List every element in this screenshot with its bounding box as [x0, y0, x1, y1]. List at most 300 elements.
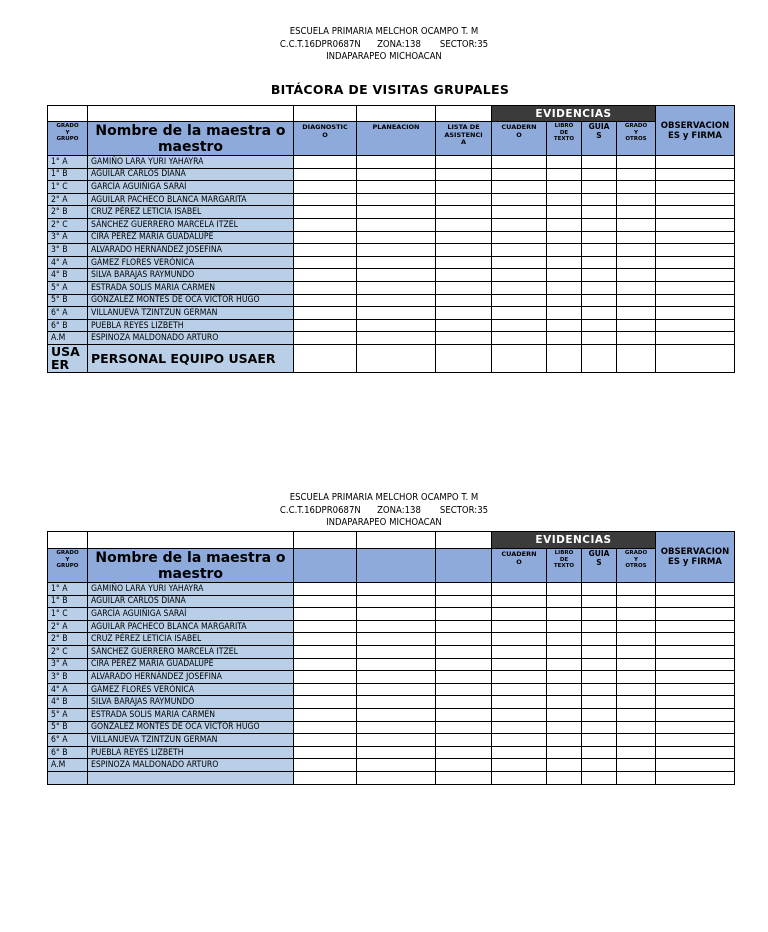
empty-cell[interactable] [582, 620, 617, 633]
teacher-name-cell: PUEBLA REYES LIZBETH [88, 319, 294, 332]
empty-cell[interactable] [617, 256, 656, 269]
empty-cell[interactable] [617, 595, 656, 608]
empty-cell[interactable] [617, 696, 656, 709]
empty-cell[interactable] [492, 193, 547, 206]
empty-cell[interactable] [436, 721, 492, 734]
empty-cell[interactable] [492, 658, 547, 671]
empty-cell[interactable] [656, 344, 735, 372]
empty-cell[interactable] [617, 583, 656, 596]
empty-cell[interactable] [492, 206, 547, 219]
sector-code: SECTOR:35 [439, 504, 489, 516]
empty-cell[interactable] [294, 658, 357, 671]
teacher-name-cell: AGUILAR CARLOS DIANA [88, 168, 294, 181]
school-codes [0, 505, 768, 518]
empty-cell[interactable] [547, 746, 582, 759]
empty-cell[interactable] [294, 218, 357, 231]
empty-cell[interactable] [357, 608, 436, 621]
empty-cell[interactable] [492, 218, 547, 231]
empty-cell[interactable] [357, 193, 436, 206]
empty-cell[interactable] [656, 168, 735, 181]
empty-cell[interactable] [547, 168, 582, 181]
empty-cell[interactable] [656, 671, 735, 684]
empty-cell[interactable] [294, 193, 357, 206]
empty-cell[interactable] [357, 708, 436, 721]
empty-cell[interactable] [436, 206, 492, 219]
empty-cell[interactable] [582, 708, 617, 721]
empty-cell[interactable] [547, 281, 582, 294]
empty-cell[interactable] [617, 156, 656, 169]
grado-cell: 6° B [48, 746, 88, 759]
empty-cell[interactable] [436, 683, 492, 696]
empty-cell[interactable] [547, 218, 582, 231]
empty-cell[interactable] [436, 319, 492, 332]
cct-code: C.C.T.16DPR0687N [279, 38, 361, 50]
empty-cell[interactable] [294, 332, 357, 345]
empty-cell[interactable] [294, 683, 357, 696]
empty-cell[interactable] [582, 671, 617, 684]
empty-cell[interactable] [492, 319, 547, 332]
empty-cell[interactable] [617, 269, 656, 282]
empty-cell[interactable] [582, 344, 617, 372]
empty-cell[interactable] [547, 256, 582, 269]
empty-cell[interactable] [656, 281, 735, 294]
teacher-name-cell: GÁMEZ FLORES VERÓNICA [88, 256, 294, 269]
empty-cell[interactable] [582, 294, 617, 307]
teacher-name-cell: PUEBLA REYES LIZBETH [88, 746, 294, 759]
header-blank [48, 532, 88, 549]
empty-cell[interactable] [436, 294, 492, 307]
empty-cell[interactable] [547, 206, 582, 219]
empty-cell[interactable] [492, 256, 547, 269]
empty-cell[interactable] [436, 608, 492, 621]
empty-cell[interactable] [656, 696, 735, 709]
empty-cell[interactable] [492, 771, 547, 784]
empty-cell[interactable] [294, 633, 357, 646]
empty-cell[interactable] [656, 156, 735, 169]
empty-cell[interactable] [617, 307, 656, 320]
empty-cell[interactable] [492, 307, 547, 320]
grado-cell: 4° A [48, 256, 88, 269]
empty-cell[interactable] [547, 294, 582, 307]
empty-cell[interactable] [294, 269, 357, 282]
table-row [48, 168, 735, 181]
empty-cell[interactable] [436, 256, 492, 269]
empty-cell[interactable] [294, 734, 357, 747]
empty-cell[interactable] [436, 231, 492, 244]
nombre-header: Nombre de la maestra o maestro [88, 122, 294, 156]
empty-cell[interactable] [492, 645, 547, 658]
empty-cell[interactable] [357, 658, 436, 671]
empty-cell[interactable] [492, 683, 547, 696]
empty-cell[interactable] [357, 307, 436, 320]
empty-cell[interactable] [492, 721, 547, 734]
teacher-name-cell: SILVA BARAJAS RAYMUNDO [88, 696, 294, 709]
teacher-name-cell: GAMIÑO LARA YURI YAHAYRA [88, 583, 294, 596]
empty-cell[interactable] [617, 683, 656, 696]
empty-cell[interactable] [617, 168, 656, 181]
empty-cell[interactable] [436, 181, 492, 194]
empty-cell[interactable] [357, 721, 436, 734]
empty-cell[interactable] [582, 645, 617, 658]
empty-cell[interactable] [547, 583, 582, 596]
empty-cell[interactable] [656, 231, 735, 244]
empty-cell[interactable] [547, 708, 582, 721]
empty-cell[interactable] [492, 332, 547, 345]
empty-cell[interactable] [582, 608, 617, 621]
empty-cell[interactable] [357, 319, 436, 332]
empty-cell[interactable] [617, 633, 656, 646]
empty-cell[interactable] [436, 218, 492, 231]
empty-cell[interactable] [617, 771, 656, 784]
empty-cell[interactable] [547, 595, 582, 608]
teacher-name-cell: CIRA PÉREZ MARIA GUADALUPE [88, 231, 294, 244]
table-row [48, 181, 735, 194]
grado-cell: 5° B [48, 294, 88, 307]
empty-cell[interactable] [547, 696, 582, 709]
cct-code: C.C.T.16DPR0687N [279, 504, 361, 516]
empty-cell[interactable] [582, 583, 617, 596]
empty-cell[interactable] [617, 344, 656, 372]
table-row [48, 231, 735, 244]
empty-cell[interactable] [582, 269, 617, 282]
empty-cell[interactable] [357, 256, 436, 269]
empty-cell[interactable] [582, 256, 617, 269]
empty-cell[interactable] [436, 658, 492, 671]
empty-cell[interactable] [656, 771, 735, 784]
empty-cell[interactable] [617, 645, 656, 658]
empty-cell[interactable] [492, 583, 547, 596]
empty-cell[interactable] [656, 595, 735, 608]
empty-cell[interactable] [357, 156, 436, 169]
empty-cell[interactable] [617, 181, 656, 194]
usaer-grado-cell: USA ER [48, 344, 88, 372]
table-row [48, 319, 735, 332]
empty-cell[interactable] [617, 244, 656, 257]
empty-cell[interactable] [492, 696, 547, 709]
empty-cell[interactable] [656, 583, 735, 596]
empty-cell[interactable] [294, 671, 357, 684]
empty-cell[interactable] [656, 645, 735, 658]
empty-cell[interactable] [582, 759, 617, 772]
empty-cell[interactable] [582, 156, 617, 169]
teacher-name-cell: SÁNCHEZ GUERRERO MARCELA ITZEL [88, 218, 294, 231]
empty-cell[interactable] [357, 595, 436, 608]
school-location: INDAPARAPEO MICHOACAN [326, 51, 442, 62]
empty-cell[interactable] [617, 608, 656, 621]
empty-cell[interactable] [436, 332, 492, 345]
empty-cell[interactable] [547, 269, 582, 282]
empty-cell[interactable] [582, 231, 617, 244]
empty-cell[interactable] [617, 708, 656, 721]
header-blank [436, 532, 492, 549]
empty-cell[interactable] [492, 156, 547, 169]
grado-cell: 1° B [48, 595, 88, 608]
table-row [48, 721, 735, 734]
empty-cell[interactable] [436, 244, 492, 257]
empty-cell[interactable] [492, 294, 547, 307]
empty-cell[interactable] [357, 168, 436, 181]
empty-cell[interactable] [492, 281, 547, 294]
empty-cell[interactable] [547, 608, 582, 621]
empty-cell[interactable] [656, 319, 735, 332]
empty-cell[interactable] [582, 696, 617, 709]
empty-cell[interactable] [436, 696, 492, 709]
blank-header [294, 549, 357, 583]
empty-cell[interactable] [656, 294, 735, 307]
empty-cell[interactable] [294, 595, 357, 608]
empty-cell[interactable] [436, 269, 492, 282]
empty-cell[interactable] [294, 206, 357, 219]
page-title: BITÁCORA DE VISITAS GRUPALES [270, 82, 510, 97]
empty-cell[interactable] [617, 231, 656, 244]
empty-cell[interactable] [294, 181, 357, 194]
empty-cell[interactable] [617, 206, 656, 219]
empty-cell[interactable] [436, 633, 492, 646]
empty-cell[interactable] [617, 294, 656, 307]
empty-cell[interactable] [294, 608, 357, 621]
empty-cell[interactable] [547, 319, 582, 332]
empty-cell[interactable] [617, 332, 656, 345]
empty-cell[interactable] [492, 168, 547, 181]
empty-cell[interactable] [436, 759, 492, 772]
empty-cell[interactable] [547, 244, 582, 257]
empty-cell[interactable] [656, 746, 735, 759]
empty-cell[interactable] [357, 771, 436, 784]
empty-cell[interactable] [617, 734, 656, 747]
empty-cell[interactable] [582, 218, 617, 231]
empty-cell[interactable] [656, 734, 735, 747]
empty-cell[interactable] [582, 595, 617, 608]
empty-cell[interactable] [294, 307, 357, 320]
empty-cell[interactable] [294, 156, 357, 169]
empty-cell[interactable] [492, 759, 547, 772]
empty-cell[interactable] [294, 721, 357, 734]
empty-cell[interactable] [492, 620, 547, 633]
empty-cell[interactable] [436, 708, 492, 721]
empty-cell[interactable] [547, 181, 582, 194]
empty-cell[interactable] [656, 193, 735, 206]
empty-cell[interactable] [357, 683, 436, 696]
empty-cell[interactable] [656, 256, 735, 269]
grado-cell: 5° A [48, 281, 88, 294]
empty-cell[interactable] [492, 708, 547, 721]
empty-cell[interactable] [294, 344, 357, 372]
empty-cell[interactable] [617, 721, 656, 734]
table-row [48, 683, 735, 696]
empty-cell[interactable] [492, 244, 547, 257]
empty-cell[interactable] [582, 181, 617, 194]
empty-cell[interactable] [436, 645, 492, 658]
empty-cell[interactable] [294, 319, 357, 332]
empty-cell[interactable] [582, 193, 617, 206]
empty-cell[interactable] [582, 307, 617, 320]
empty-cell[interactable] [656, 608, 735, 621]
empty-cell[interactable] [617, 319, 656, 332]
empty-cell[interactable] [357, 294, 436, 307]
empty-cell[interactable] [582, 244, 617, 257]
empty-cell[interactable] [582, 734, 617, 747]
empty-cell[interactable] [656, 332, 735, 345]
diagnostico-header: DIAGNOSTIC O [294, 122, 357, 156]
header-blank [436, 106, 492, 122]
empty-cell[interactable] [617, 620, 656, 633]
empty-cell[interactable] [547, 759, 582, 772]
empty-cell[interactable] [294, 294, 357, 307]
empty-cell[interactable] [357, 206, 436, 219]
empty-cell[interactable] [294, 645, 357, 658]
empty-cell[interactable] [547, 231, 582, 244]
empty-cell[interactable] [436, 307, 492, 320]
empty-cell[interactable] [656, 633, 735, 646]
empty-cell[interactable] [582, 633, 617, 646]
empty-cell[interactable] [357, 244, 436, 257]
empty-cell[interactable] [547, 156, 582, 169]
empty-cell[interactable] [617, 658, 656, 671]
empty-cell[interactable] [582, 168, 617, 181]
empty-cell[interactable] [656, 658, 735, 671]
empty-cell[interactable] [492, 608, 547, 621]
grado-cell: A.M [48, 332, 88, 345]
empty-cell[interactable] [357, 231, 436, 244]
empty-cell[interactable] [294, 244, 357, 257]
visits-table-1 [47, 105, 735, 373]
table-row [48, 658, 735, 671]
empty-cell[interactable] [582, 658, 617, 671]
empty-cell[interactable] [294, 256, 357, 269]
empty-cell[interactable] [357, 696, 436, 709]
empty-cell[interactable] [294, 281, 357, 294]
empty-cell[interactable] [617, 746, 656, 759]
empty-cell[interactable] [357, 633, 436, 646]
empty-cell[interactable] [547, 683, 582, 696]
empty-cell[interactable] [656, 218, 735, 231]
empty-cell[interactable] [294, 708, 357, 721]
empty-cell[interactable] [547, 734, 582, 747]
empty-cell[interactable] [547, 645, 582, 658]
empty-cell[interactable] [357, 645, 436, 658]
empty-cell[interactable] [492, 231, 547, 244]
empty-cell[interactable] [492, 746, 547, 759]
empty-cell[interactable] [492, 734, 547, 747]
empty-cell[interactable] [656, 708, 735, 721]
empty-cell[interactable] [294, 583, 357, 596]
empty-cell[interactable] [617, 193, 656, 206]
evidencias-header: EVIDENCIAS [492, 106, 656, 122]
empty-cell[interactable] [436, 734, 492, 747]
empty-cell[interactable] [582, 281, 617, 294]
empty-cell[interactable] [294, 771, 357, 784]
empty-cell[interactable] [294, 620, 357, 633]
empty-cell[interactable] [582, 683, 617, 696]
empty-cell[interactable] [357, 181, 436, 194]
empty-cell[interactable] [582, 206, 617, 219]
empty-cell[interactable] [617, 218, 656, 231]
empty-cell[interactable] [656, 206, 735, 219]
empty-cell[interactable] [492, 671, 547, 684]
empty-cell[interactable] [547, 332, 582, 345]
empty-cell[interactable] [357, 671, 436, 684]
empty-cell[interactable] [582, 319, 617, 332]
grado-cell: 3° A [48, 231, 88, 244]
empty-cell[interactable] [547, 620, 582, 633]
empty-cell[interactable] [656, 683, 735, 696]
nombre-header: Nombre de la maestra o maestro [88, 549, 294, 583]
empty-cell[interactable] [617, 759, 656, 772]
empty-cell[interactable] [436, 168, 492, 181]
empty-cell[interactable] [357, 734, 436, 747]
empty-cell[interactable] [436, 746, 492, 759]
empty-cell[interactable] [656, 620, 735, 633]
table-row [48, 671, 735, 684]
empty-cell[interactable] [547, 633, 582, 646]
teacher-name-cell: SILVA BARAJAS RAYMUNDO [88, 269, 294, 282]
empty-cell[interactable] [656, 181, 735, 194]
empty-cell[interactable] [357, 759, 436, 772]
empty-cell[interactable] [294, 168, 357, 181]
header-blank [88, 532, 294, 549]
empty-cell[interactable] [547, 721, 582, 734]
empty-cell[interactable] [547, 344, 582, 372]
empty-cell[interactable] [547, 771, 582, 784]
empty-cell[interactable] [436, 344, 492, 372]
table-row [48, 244, 735, 257]
empty-cell[interactable] [656, 721, 735, 734]
empty-cell[interactable] [492, 344, 547, 372]
empty-cell[interactable] [436, 156, 492, 169]
empty-cell[interactable] [582, 332, 617, 345]
empty-cell[interactable] [656, 759, 735, 772]
empty-cell[interactable] [582, 771, 617, 784]
empty-cell[interactable] [492, 269, 547, 282]
empty-cell[interactable] [492, 633, 547, 646]
grado-cell: 5° B [48, 721, 88, 734]
empty-cell[interactable] [547, 307, 582, 320]
empty-cell[interactable] [357, 746, 436, 759]
empty-cell[interactable] [357, 281, 436, 294]
empty-cell[interactable] [294, 746, 357, 759]
empty-cell[interactable] [492, 181, 547, 194]
empty-cell[interactable] [582, 746, 617, 759]
empty-cell[interactable] [617, 281, 656, 294]
empty-cell[interactable] [436, 671, 492, 684]
empty-cell[interactable] [294, 696, 357, 709]
empty-cell[interactable] [436, 281, 492, 294]
empty-cell[interactable] [357, 583, 436, 596]
empty-cell[interactable] [547, 671, 582, 684]
empty-cell[interactable] [294, 231, 357, 244]
empty-cell[interactable] [547, 658, 582, 671]
empty-cell[interactable] [357, 269, 436, 282]
empty-cell[interactable] [582, 721, 617, 734]
empty-cell[interactable] [357, 620, 436, 633]
empty-cell[interactable] [656, 269, 735, 282]
empty-cell[interactable] [656, 307, 735, 320]
empty-cell[interactable] [357, 218, 436, 231]
empty-cell[interactable] [436, 595, 492, 608]
empty-cell[interactable] [656, 244, 735, 257]
empty-cell[interactable] [436, 620, 492, 633]
empty-cell[interactable] [547, 193, 582, 206]
table-row [48, 620, 735, 633]
empty-cell[interactable] [617, 671, 656, 684]
empty-cell[interactable] [294, 759, 357, 772]
empty-cell[interactable] [492, 595, 547, 608]
empty-cell[interactable] [436, 583, 492, 596]
empty-cell[interactable] [436, 193, 492, 206]
empty-cell[interactable] [357, 344, 436, 372]
empty-cell[interactable] [436, 771, 492, 784]
empty-cell[interactable] [357, 332, 436, 345]
